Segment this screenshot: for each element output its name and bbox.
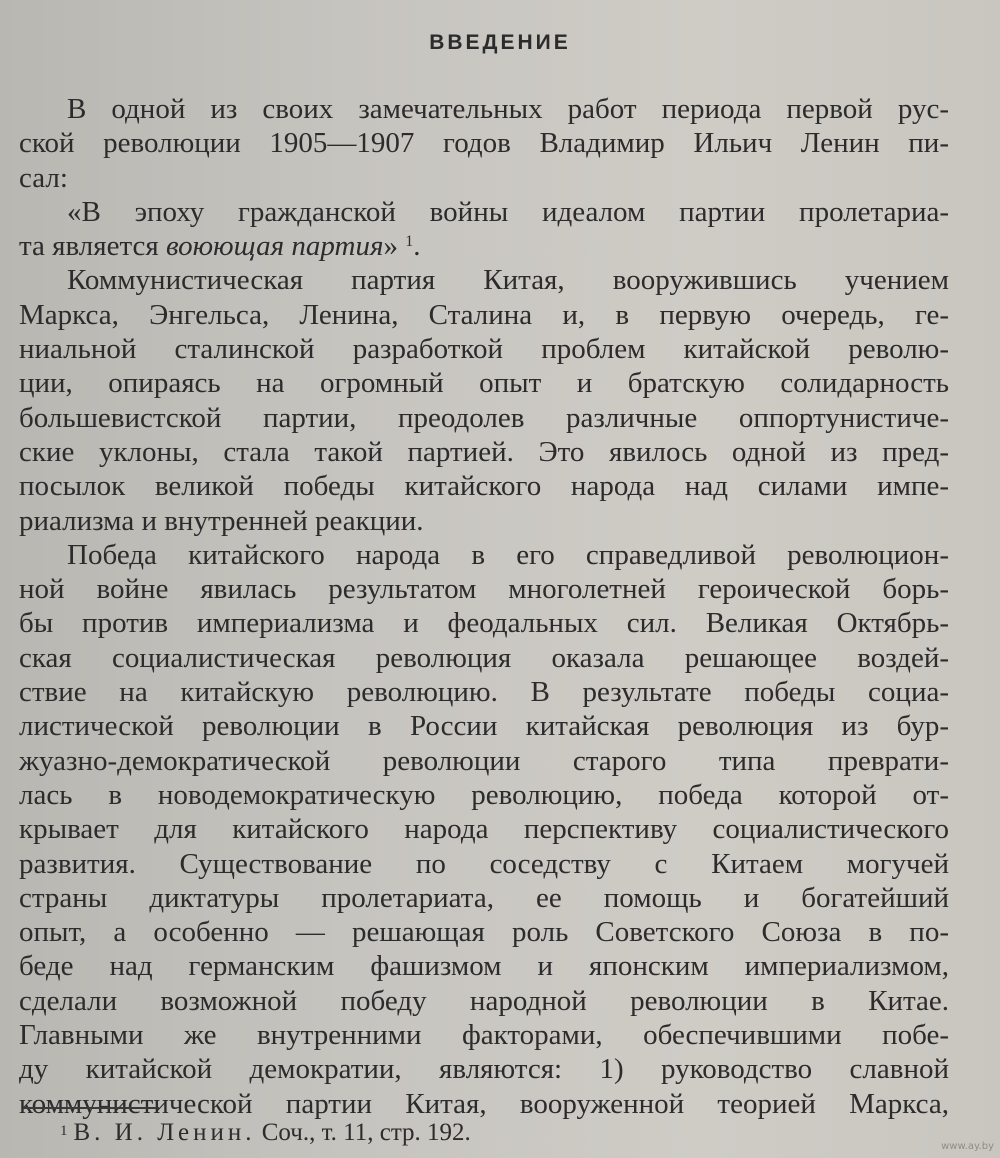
footnote-reference: 1 (405, 233, 414, 251)
text-line: риализма и внутренней реакции. (19, 504, 424, 537)
body-text (19, 92, 949, 1121)
text-line: страны диктатуры пролетариата, ее помощь и богатейший (19, 881, 949, 914)
text-line: жуазно-демократической революции старого типа преврати- (19, 744, 949, 777)
text-line: ской революции 1905—1907 годов Владимир Ильич Ленин пи- (19, 127, 949, 160)
footnote-author: В. И. Ленин. (73, 1119, 256, 1146)
text-line: Маркса, Энгельса, Ленина, Сталина и, в первую очередь, ге- (19, 298, 949, 331)
text-line: ствие на китайскую революцию. В результате победы социа- (19, 676, 949, 709)
text-line: ции, опираясь на огромный опыт и братскую солидарность (19, 367, 949, 400)
watermark: www.ay.by (941, 1141, 994, 1152)
text-line: сделали возможной победу народной революции в Китае. (19, 984, 949, 1017)
quote-period: . (413, 230, 421, 263)
text-line: ниальной сталинской разработкой проблем китайской револю- (19, 333, 949, 366)
quote-emphasis: воюющая партия (165, 230, 384, 263)
text-line: Главными же внутренними факторами, обеспечившими побе- (19, 1019, 949, 1052)
text-line: лась в новодемократическую революцию, победа которой от- (19, 778, 949, 811)
text-line: листической революции в России китайская революция из бур- (19, 710, 949, 743)
text-line: большевистской партии, преодолев различные оппортунистиче- (19, 401, 949, 434)
footnote-marker: 1 (60, 1123, 68, 1139)
quote-text: та является (19, 230, 166, 263)
quote-line: «В эпоху гражданской войны идеалом партии пролетариа- (67, 195, 949, 228)
text-line: Победа китайского народа в его справедливой революцион- (67, 538, 949, 571)
chapter-heading: ВВЕДЕНИЕ (429, 31, 571, 54)
quote-line (19, 229, 949, 263)
text-line: опыт, а особенно — решающая роль Советского Союза в по- (19, 916, 949, 949)
text-line: ская социалистическая революция оказала решающее воздей- (19, 641, 949, 674)
footnote-source: Соч., т. 11, стр. 192. (261, 1119, 471, 1146)
text-line: ной войне явилась результатом многолетней героической борь- (19, 573, 949, 606)
footnote-divider (23, 1107, 159, 1109)
text-line: коммунистической партии Китая, вооруженной теорией Маркса, (19, 1087, 949, 1120)
text-line: беде над германским фашизмом и японским империализмом, (19, 950, 949, 983)
text-line: ду китайской демократии, являются: 1) руководство славной (19, 1053, 949, 1086)
text-line: развития. Существование по соседству с Китаем могучей (19, 847, 949, 880)
text-line: посылок великой победы китайского народа над силами импе- (19, 470, 949, 503)
text-line: сал: (19, 161, 68, 194)
text-line: бы против империализма и феодальных сил. Великая Октябрь- (19, 607, 949, 640)
text-line: ские уклоны, стала такой партией. Это явилось одной из пред- (19, 435, 949, 468)
footnote (60, 1116, 471, 1150)
text-line: Коммунистическая партия Китая, вооружившись учением (67, 264, 949, 297)
quote-close: » (383, 230, 406, 263)
text-line: В одной из своих замечательных работ периода первой рус- (67, 93, 949, 125)
text-line: крывает для китайского народа перспективу социалистического (19, 813, 949, 846)
